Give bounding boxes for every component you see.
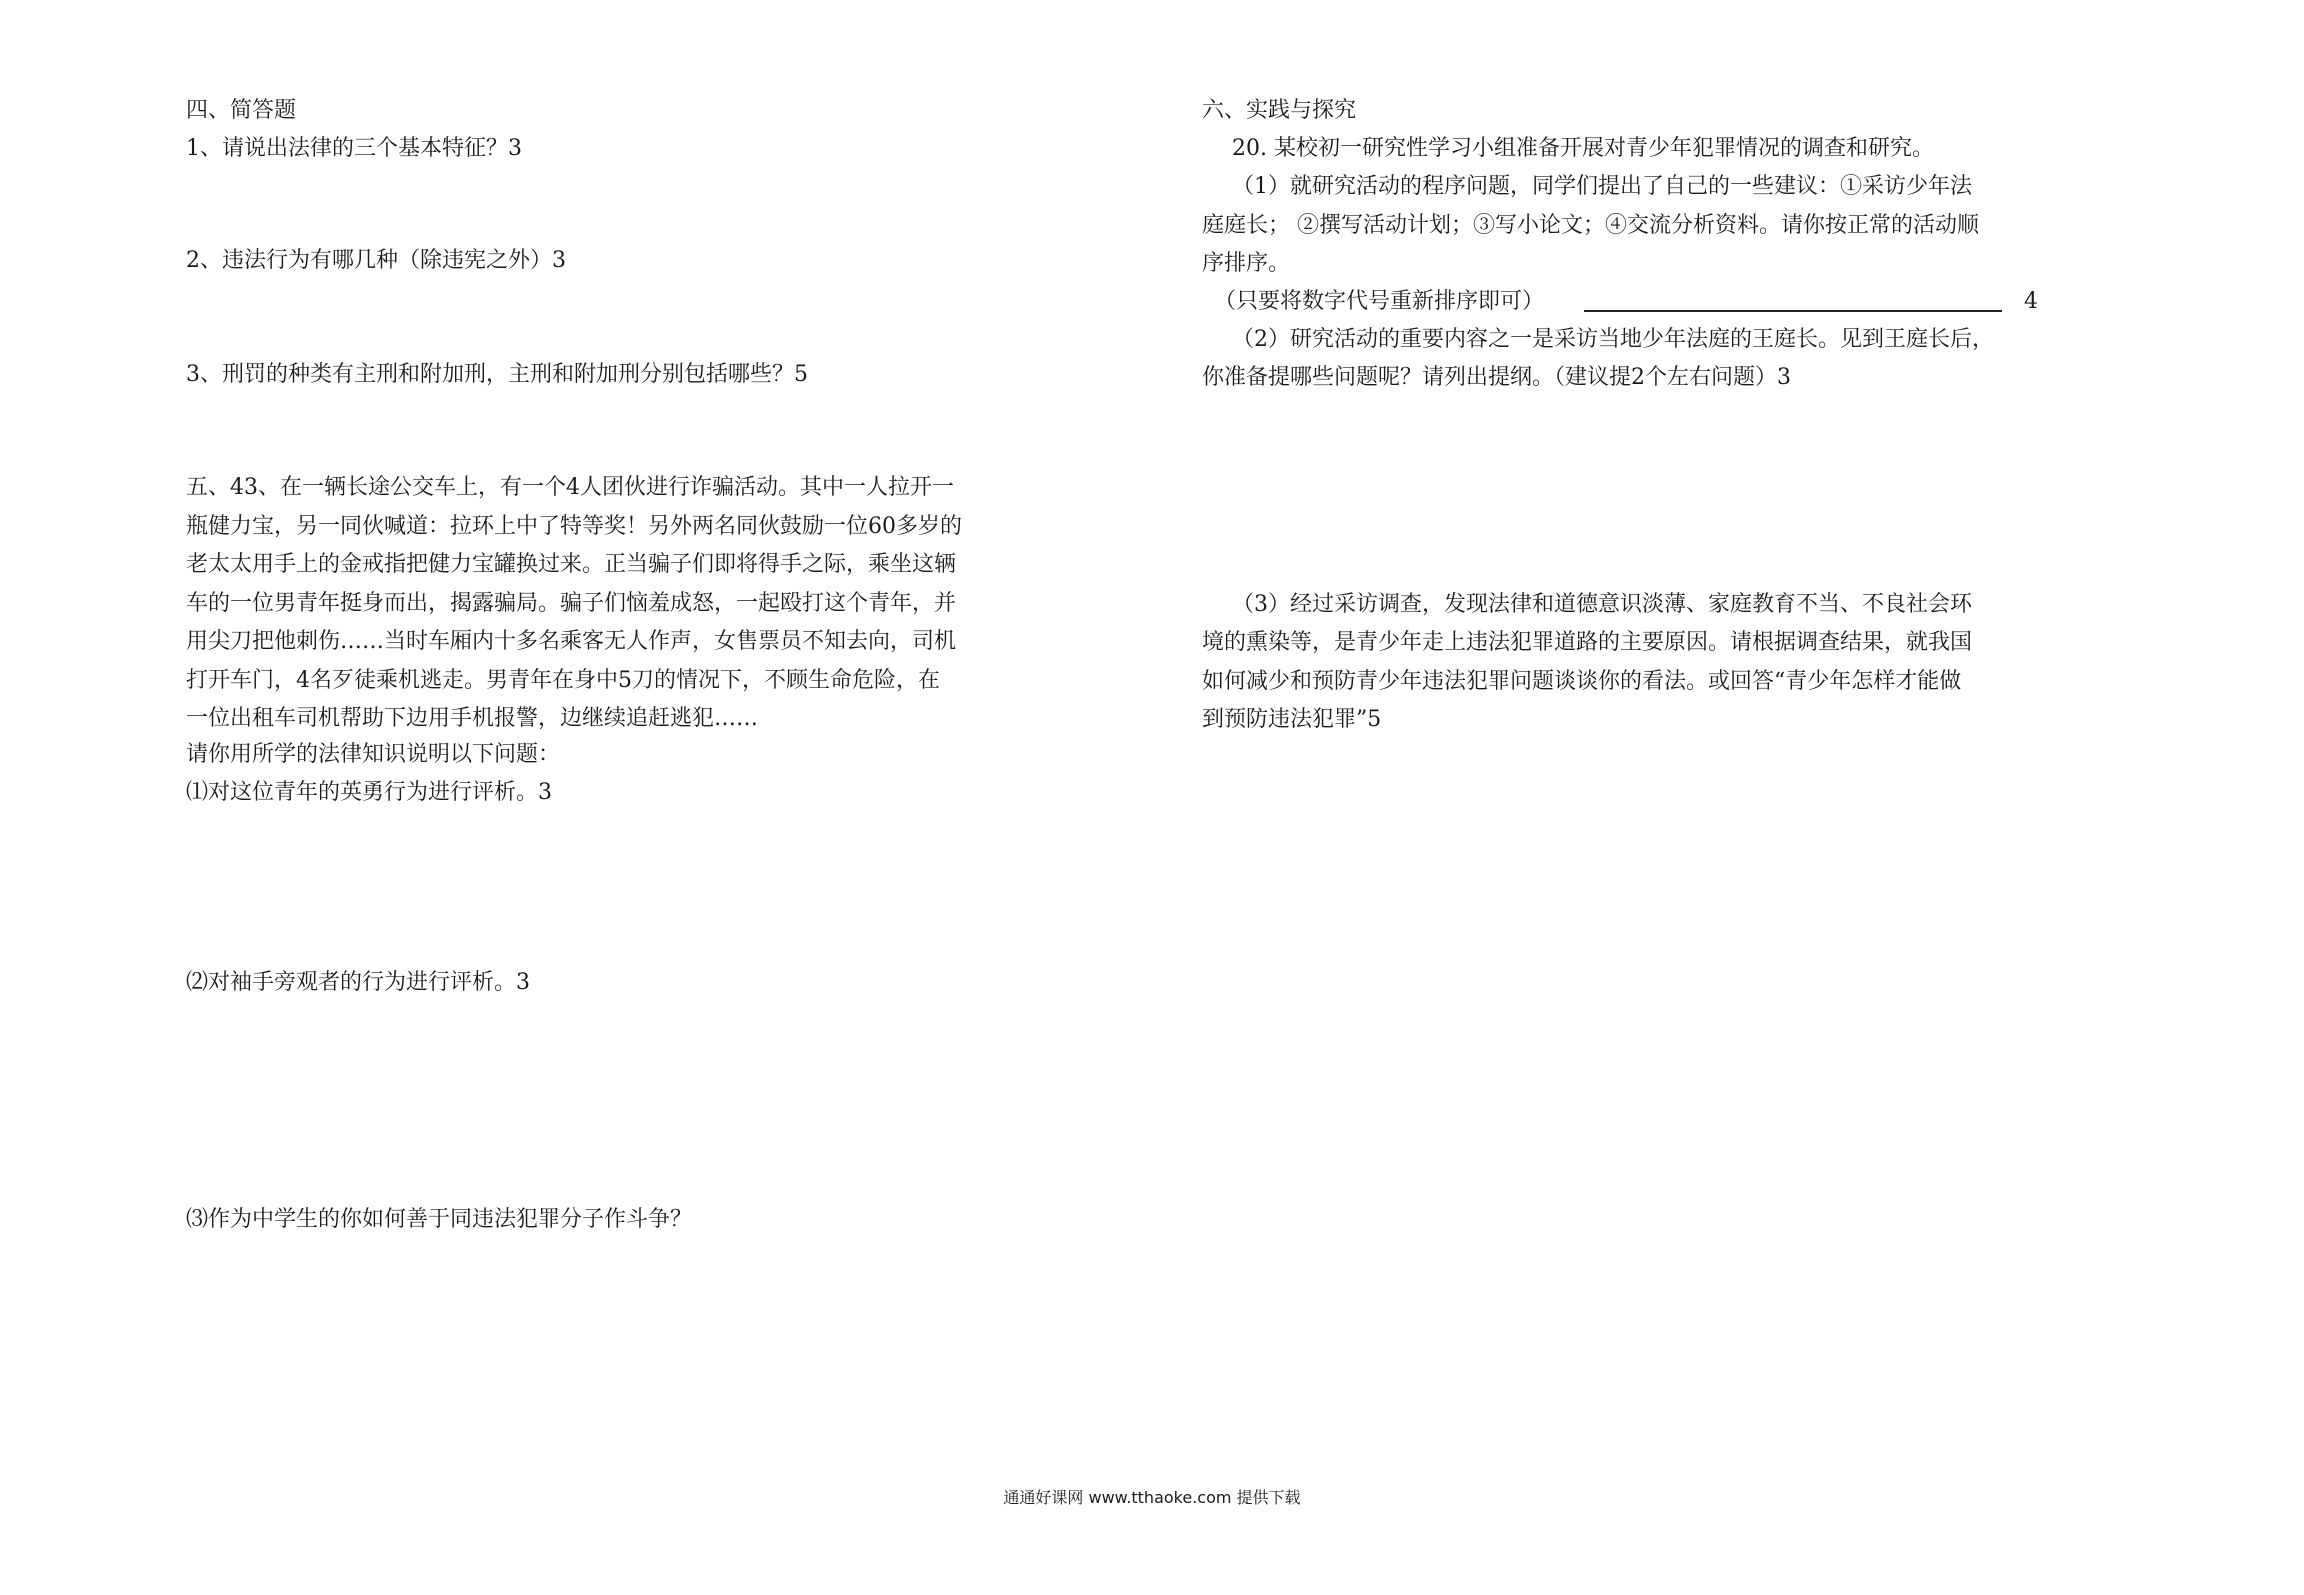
part-1-line-2: 庭庭长； ②撰写活动计划；③写小论文；④交流分析资料。请你按正常的活动顺	[1202, 213, 1979, 238]
question-2: 2、违法行为有哪几种（除违宪之外）3	[186, 248, 566, 273]
section-5-line-4: 车的一位男青年挺身而出，揭露骗局。骗子们恼羞成怒，一起殴打这个青年，并	[186, 591, 957, 616]
section-5-line-1: 五、43、在一辆长途公交车上，有一个4人团伙进行诈骗活动。其中一人拉开一	[186, 475, 954, 500]
part-1-answer-line	[1214, 287, 2038, 317]
section-5-line-3: 老太太用手上的金戒指把健力宝罐换过来。正当骗子们即将得手之际，乘坐这辆	[186, 552, 957, 577]
part-1-hint: （只要将数字代号重新排序即可）	[1214, 289, 1545, 314]
section-4-title: 四、简答题	[186, 98, 297, 123]
part-3-line-2: 境的熏染等，是青少年走上违法犯罪道路的主要原因。请根据调查结果，就我国	[1202, 630, 1973, 655]
sub-question-3: ⑶作为中学生的你如何善于同违法犯罪分子作斗争？	[186, 1207, 693, 1232]
section-5-line-6: 打开车门，4名歹徒乘机逃走。男青年在身中5刀的情况下，不顾生命危险，在	[186, 668, 940, 693]
sub-question-1: ⑴对这位青年的英勇行为进行评析。3	[186, 780, 552, 805]
part-1-line-1: （1）就研究活动的程序问题，同学们提出了自己的一些建议：①采访少年法	[1232, 174, 1972, 199]
section-5-prompt: 请你用所学的法律知识说明以下问题：	[186, 742, 561, 767]
section-6-title: 六、实践与探究	[1202, 98, 1357, 123]
section-5-line-5: 用尖刀把他刺伤……当时车厢内十多名乘客无人作声，女售票员不知去向，司机	[186, 629, 957, 654]
part-2-line-1: （2）研究活动的重要内容之一是采访当地少年法庭的王庭长。见到王庭长后，	[1232, 327, 1994, 352]
question-1: 1、请说出法律的三个基本特征？3	[186, 136, 522, 161]
answer-blank[interactable]	[1584, 310, 2002, 312]
question-20: 20. 某校初一研究性学习小组准备开展对青少年犯罪情况的调查和研究。	[1232, 136, 1934, 161]
question-3: 3、刑罚的种类有主刑和附加刑，主刑和附加刑分别包括哪些？5	[186, 362, 808, 387]
section-5-line-2: 瓶健力宝，另一同伙喊道：拉环上中了特等奖！另外两名同伙鼓励一位60多岁的	[186, 514, 962, 539]
part-3-line-1: （3）经过采访调查，发现法律和道德意识淡薄、家庭教育不当、不良社会环	[1232, 592, 1972, 617]
part-1-score: 4	[2024, 289, 2039, 314]
section-5-line-7: 一位出租车司机帮助下边用手机报警，边继续追赶逃犯……	[186, 706, 759, 731]
part-2-line-2: 你准备提哪些问题呢？请列出提纲。（建议提2个左右问题）3	[1202, 365, 1791, 390]
part-3-line-3: 如何减少和预防青少年违法犯罪问题谈谈你的看法。或回答“青少年怎样才能做	[1202, 669, 1962, 694]
sub-question-2: ⑵对袖手旁观者的行为进行评析。3	[186, 970, 530, 995]
part-1-line-3: 序排序。	[1202, 251, 1291, 276]
part-3-line-4: 到预防违法犯罪”5	[1202, 707, 1382, 732]
page-footer: 通通好课网 www.tthaoke.com 提供下载	[1003, 1488, 1301, 1507]
